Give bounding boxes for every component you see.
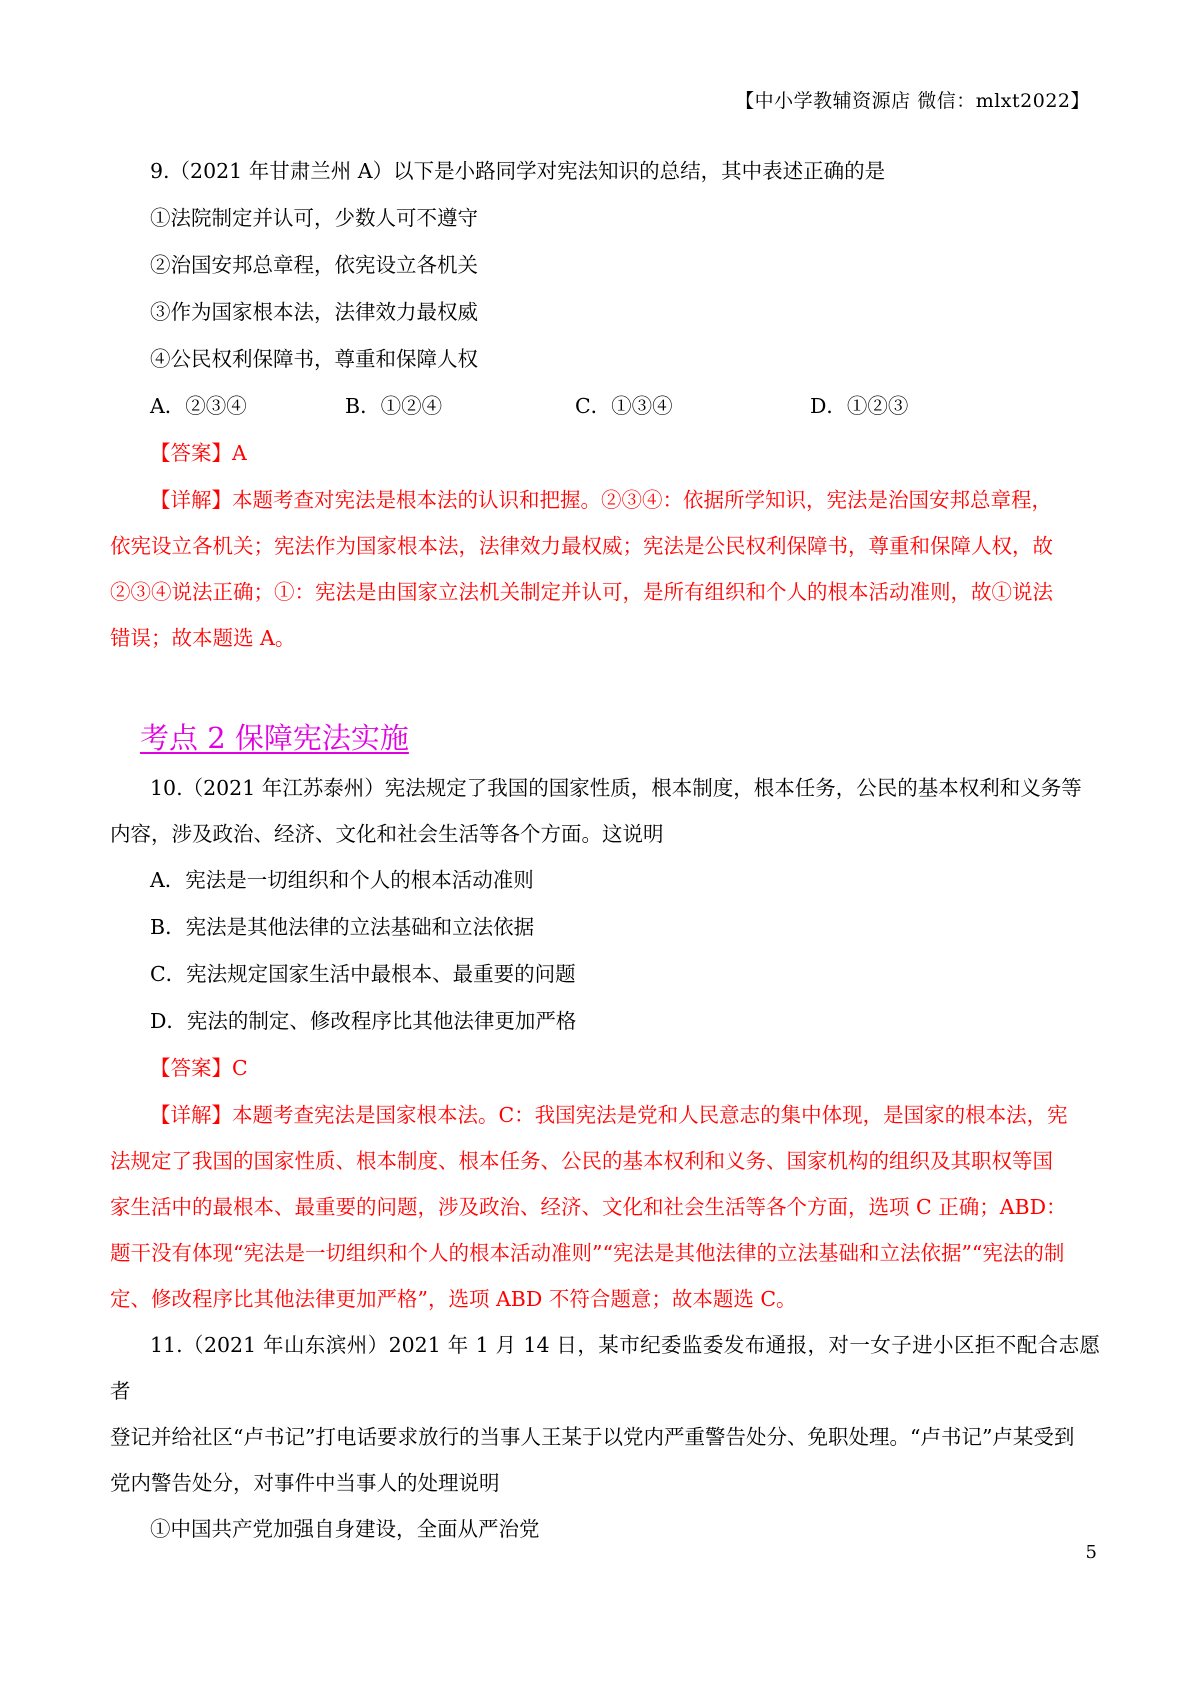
- statement-item: ①中国共产党加强自身建设，全面从严治党: [150, 1517, 540, 1541]
- detail-line: 依宪设立各机关；宪法作为国家根本法，法律效力最权威；宪法是公民权利保障书，尊重和保障人权，故: [110, 534, 1053, 558]
- choice-option: B．①②④: [345, 394, 443, 418]
- page-number: 5: [1085, 1542, 1097, 1563]
- section-title: 考点 2 保障宪法实施: [140, 721, 409, 755]
- section-heading: [110, 715, 1100, 761]
- question-stem: 登记并给社区“卢书记”打电话要求放行的当事人王某于以党内严重警告处分、免职处理。“卢书记”卢某受到: [110, 1425, 1075, 1449]
- page-header: 【中小学教辅资源店 微信：mlxt2022】: [735, 90, 1090, 112]
- detail-line: 定、修改程序比其他法律更加严格”，选项 ABD 不符合题意；故本题选 C。: [110, 1287, 797, 1311]
- question-stem: 内容，涉及政治、经济、文化和社会生活等各个方面。这说明: [110, 822, 664, 846]
- choice-option: D．①②③: [810, 394, 909, 418]
- question-10: [110, 765, 1100, 1322]
- detail-line: 题干没有体现“宪法是一切组织和个人的根本活动准则”“宪法是其他法律的立法基础和立法依据”“宪法的制: [110, 1241, 1065, 1265]
- choice-option: B．宪法是其他法律的立法基础和立法依据: [150, 915, 535, 939]
- statement-item: ③作为国家根本法，法律效力最权威: [150, 300, 478, 324]
- detail-line: ②③④说法正确；①：宪法是由国家立法机关制定并认可，是所有组织和个人的根本活动准则，故①说法: [110, 580, 1053, 604]
- question-11: [110, 1322, 1100, 1553]
- question-stem: 党内警告处分，对事件中当事人的处理说明: [110, 1471, 500, 1495]
- detail-line: 【详解】本题考查宪法是国家根本法。C：我国宪法是党和人民意志的集中体现，是国家的根本法，宪: [150, 1103, 1068, 1127]
- answer-detail: [110, 1092, 1100, 1322]
- choice-options: [110, 383, 1100, 430]
- choice-option: C．①③④: [575, 394, 673, 418]
- detail-line: 家生活中的最根本、最重要的问题，涉及政治、经济、文化和社会生活等各个方面，选项 C 正确；ABD：: [110, 1195, 1067, 1219]
- statement-item: ②治国安邦总章程，依宪设立各机关: [150, 253, 478, 277]
- choice-option: A．宪法是一切组织和个人的根本活动准则: [150, 868, 534, 892]
- statement-item: ①法院制定并认可，少数人可不遵守: [150, 206, 478, 230]
- detail-line: 法规定了我国的国家性质、根本制度、根本任务、公民的基本权利和义务、国家机构的组织及其职权等国: [110, 1149, 1053, 1173]
- page-content: [110, 148, 1100, 1553]
- choice-option: D．宪法的制定、修改程序比其他法律更加严格: [150, 1009, 577, 1033]
- detail-line: 【详解】本题考查对宪法是根本法的认识和把握。②③④：依据所学知识，宪法是治国安邦总章程，: [150, 488, 1052, 512]
- question-stem: 9.（2021 年甘肃兰州 A）以下是小路同学对宪法知识的总结，其中表述正确的是: [150, 159, 886, 183]
- choice-option: C．宪法规定国家生活中最根本、最重要的问题: [150, 962, 576, 986]
- choice-option: A．②③④: [150, 394, 247, 418]
- answer-label: 【答案】A: [150, 441, 247, 465]
- statement-item: ④公民权利保障书，尊重和保障人权: [150, 347, 478, 371]
- answer-detail: [110, 477, 1100, 661]
- question-9: [110, 148, 1100, 661]
- detail-line: 错误；故本题选 A。: [110, 626, 296, 650]
- question-stem: 10.（2021 年江苏泰州）宪法规定了我国的国家性质，根本制度，根本任务，公民的基本权利和义务等: [150, 776, 1082, 800]
- answer-label: 【答案】C: [150, 1056, 248, 1080]
- question-stem: 11.（2021 年山东滨州）2021 年 1 月 14 日，某市纪委监委发布通报，对一女子进小区拒不配合志愿者: [110, 1333, 1100, 1403]
